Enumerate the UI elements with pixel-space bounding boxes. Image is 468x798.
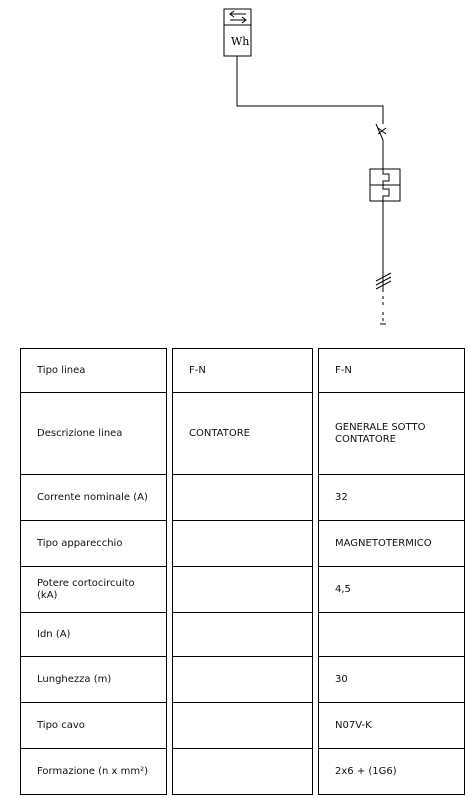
cell-value (173, 703, 313, 749)
cell-value (173, 657, 313, 703)
feeder-line (237, 56, 383, 124)
row-label: Potere cortocircuito (kA) (21, 567, 167, 613)
table-row (21, 567, 465, 613)
cell-value (319, 613, 465, 657)
row-label: Tipo cavo (21, 703, 167, 749)
row-label: Lunghezza (m) (21, 657, 167, 703)
single-line-diagram (0, 0, 468, 340)
table-row (21, 349, 465, 393)
cell-value: 30 (319, 657, 465, 703)
table-row (21, 521, 465, 567)
table-row (21, 749, 465, 795)
cell-value: F-N (173, 349, 313, 393)
row-label: Corrente nominale (A) (21, 475, 167, 521)
row-label: Tipo apparecchio (21, 521, 167, 567)
energy-meter-symbol (224, 9, 251, 56)
cell-value (173, 567, 313, 613)
cell-value: 32 (319, 475, 465, 521)
cell-value (173, 521, 313, 567)
table-row (21, 657, 465, 703)
cell-value: F-N (319, 349, 465, 393)
cell-value (173, 613, 313, 657)
cell-value: CONTATORE (173, 393, 313, 475)
cell-value (173, 475, 313, 521)
table-row (21, 613, 465, 657)
row-label: Idn (A) (21, 613, 167, 657)
line-data-table (20, 348, 460, 795)
cell-value: 4,5 (319, 567, 465, 613)
table-row (21, 475, 465, 521)
cell-value: GENERALE SOTTO CONTATORE (319, 393, 465, 475)
switch-contact-icon (376, 124, 383, 140)
cell-value: 2x6 + (1G6) (319, 749, 465, 795)
row-label: Tipo linea (21, 349, 167, 393)
row-label: Formazione (n x mm²) (21, 749, 167, 795)
cell-value: N07V-K (319, 703, 465, 749)
row-label: Descrizione linea (21, 393, 167, 475)
meter-label: Wh (231, 35, 250, 48)
cell-value: MAGNETOTERMICO (319, 521, 465, 567)
table-row (21, 393, 465, 475)
cell-value (173, 749, 313, 795)
table-row (21, 703, 465, 749)
